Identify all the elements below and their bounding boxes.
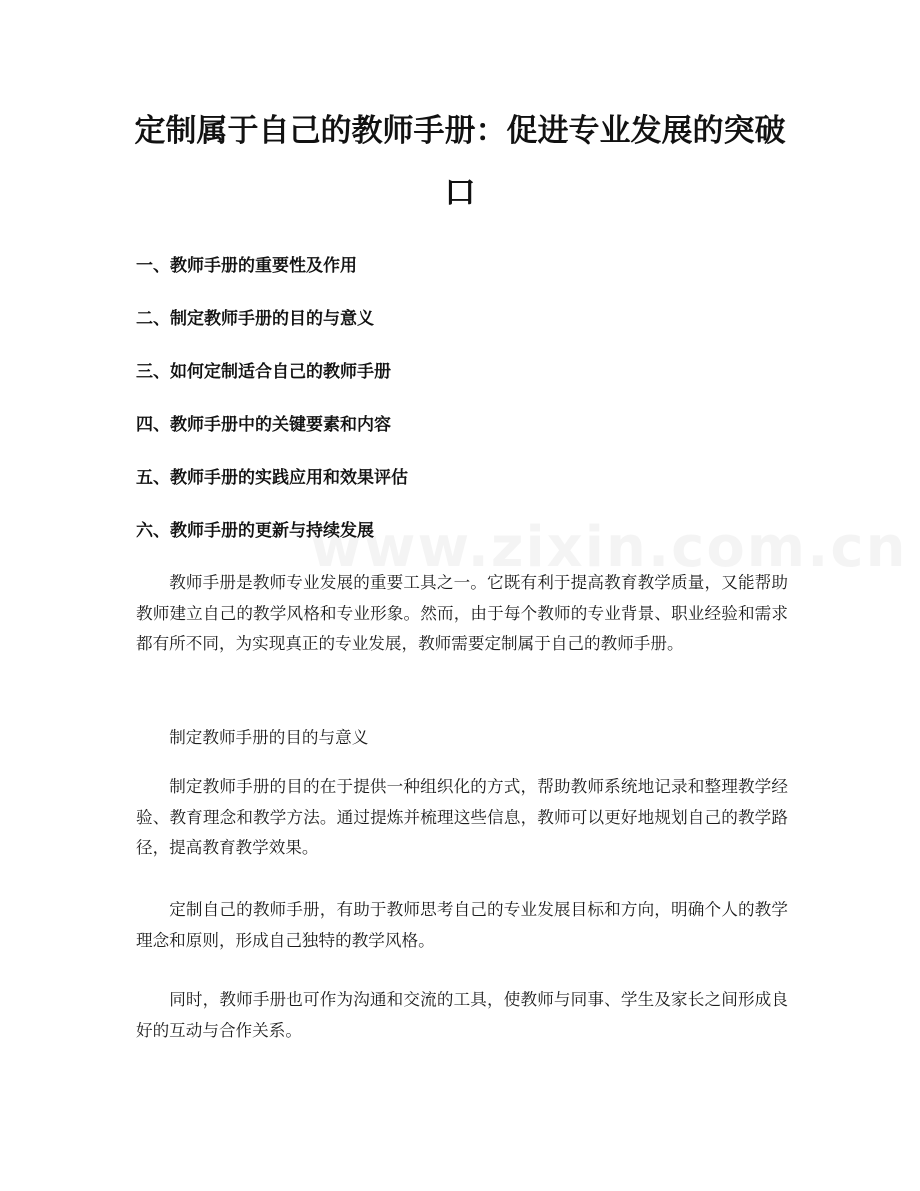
toc-item-5: 五、教师手册的实践应用和效果评估 [136,468,408,488]
table-of-contents [136,250,786,568]
body-paragraph-2: 制定教师手册的目的与意义 [169,728,369,747]
toc-item-6: 六、教师手册的更新与持续发展 [136,521,374,541]
document-title: 定制属于自己的教师手册：促进专业发展的突破口 [134,113,786,211]
toc-item-4: 四、教师手册中的关键要素和内容 [136,415,391,435]
toc-item-1: 一、教师手册的重要性及作用 [136,256,357,276]
body-paragraph-5: 同时，教师手册也可作为沟通和交流的工具，使教师与同事、学生及家长之间形成良好的互动与合作关系。 [136,990,788,1040]
body-paragraph-4: 定制自己的教师手册，有助于教师思考自己的专业发展目标和方向，明确个人的教学理念和原则，形成自己独特的教学风格。 [136,900,788,950]
body-paragraph-3: 制定教师手册的目的在于提供一种组织化的方式，帮助教师系统地记录和整理教学经验、教育理念和教学方法。通过提炼并梳理这些信息，教师可以更好地规划自己的教学路径，提高教育教学效果。 [136,777,788,857]
toc-item-3: 三、如何定制适合自己的教师手册 [136,362,391,382]
toc-item-2: 二、制定教师手册的目的与意义 [136,309,374,329]
body-paragraph-1: 教师手册是教师专业发展的重要工具之一。它既有利于提高教育教学质量，又能帮助教师建立自己的教学风格和专业形象。然而，由于每个教师的专业背景、职业经验和需求都有所不同，为实现真正的专业发展，教师需要定制属于自己的教师手册。 [136,573,788,653]
